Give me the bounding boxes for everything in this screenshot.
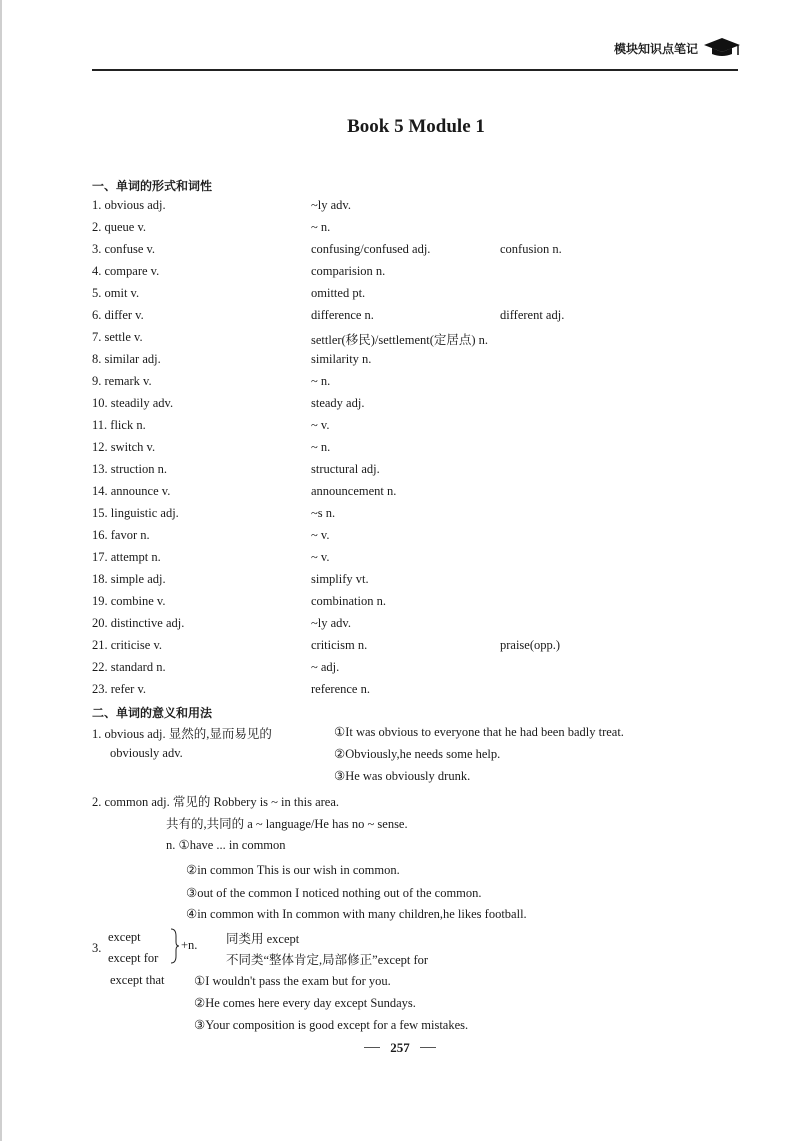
vocab-row bbox=[92, 242, 712, 264]
item3-plus-noun: +n. bbox=[181, 938, 198, 952]
section2-heading: 二、单词的意义和用法 bbox=[92, 706, 213, 720]
item1-head: 1. obvious adj. 显然的,显而易见的 bbox=[92, 727, 272, 741]
vocab-cell-2: ~ n. bbox=[311, 374, 331, 388]
vocab-cell-2: ~ n. bbox=[311, 220, 331, 234]
vocab-cell-1: 21. criticise v. bbox=[92, 638, 163, 652]
vocab-cell-1: 6. differ v. bbox=[92, 308, 144, 322]
vocab-row bbox=[92, 550, 712, 572]
item3-note-1: 同类用 except bbox=[226, 932, 300, 946]
vocab-row bbox=[92, 396, 712, 418]
item2-line3: n. ①have ... in common bbox=[166, 838, 286, 852]
vocab-cell-1: 19. combine v. bbox=[92, 594, 166, 608]
item3-example-3: ③Your composition is good except for a few mistakes. bbox=[194, 1018, 469, 1032]
vocab-cell-2: ~ly adv. bbox=[311, 616, 351, 630]
vocab-cell-1: 16. favor n. bbox=[92, 528, 150, 542]
item2-line6: ④in common with In common with many children,he likes football. bbox=[186, 907, 527, 921]
page-number-dash-right bbox=[420, 1047, 436, 1048]
graduation-cap-icon bbox=[702, 36, 742, 58]
vocab-row bbox=[92, 374, 712, 396]
vocab-row bbox=[92, 484, 712, 506]
item2-line5: ③out of the common I noticed nothing out of the common. bbox=[186, 886, 482, 900]
vocab-cell-1: 23. refer v. bbox=[92, 682, 147, 696]
vocab-row bbox=[92, 506, 712, 528]
vocab-row bbox=[92, 682, 712, 704]
vocab-cell-2: comparision n. bbox=[311, 264, 386, 278]
vocab-cell-2: ~s n. bbox=[311, 506, 336, 520]
vocab-cell-2: steady adj. bbox=[311, 396, 365, 410]
item2-line4: ②in common This is our wish in common. bbox=[186, 863, 400, 877]
vocab-row bbox=[92, 286, 712, 308]
item1-example-1: ①It was obvious to everyone that he had been badly treat. bbox=[334, 725, 624, 739]
vocab-row bbox=[92, 220, 712, 242]
vocab-cell-2: criticism n. bbox=[311, 638, 368, 652]
vocab-cell-2: difference n. bbox=[311, 308, 374, 322]
vocab-row bbox=[92, 198, 712, 220]
vocab-cell-2: omitted pt. bbox=[311, 286, 366, 300]
vocab-cell-1: 3. confuse v. bbox=[92, 242, 156, 256]
vocab-cell-1: 17. attempt n. bbox=[92, 550, 161, 564]
vocab-row bbox=[92, 440, 712, 462]
vocab-cell-2: combination n. bbox=[311, 594, 386, 608]
item3-example-2: ②He comes here every day except Sundays. bbox=[194, 996, 416, 1010]
vocab-cell-2: ~ v. bbox=[311, 528, 330, 542]
vocab-cell-2: ~ v. bbox=[311, 550, 330, 564]
vocab-cell-2: structural adj. bbox=[311, 462, 380, 476]
vocab-cell-1: 8. similar adj. bbox=[92, 352, 161, 366]
vocab-cell-2: ~ly adv. bbox=[311, 198, 351, 212]
item1-example-2: ②Obviously,he needs some help. bbox=[334, 747, 501, 761]
vocab-row bbox=[92, 308, 712, 330]
vocab-cell-2: settler(移民)/settlement(定居点) n. bbox=[311, 333, 489, 347]
vocab-cell-3: confusion n. bbox=[500, 242, 562, 256]
vocab-cell-1: 4. compare v. bbox=[92, 264, 160, 278]
section1-heading: 一、单词的形式和词性 bbox=[92, 179, 213, 193]
vocab-cell-2: reference n. bbox=[311, 682, 370, 696]
vocab-cell-1: 9. remark v. bbox=[92, 374, 152, 388]
page-title: Book 5 Module 1 bbox=[347, 116, 485, 137]
vocab-row bbox=[92, 418, 712, 440]
vocab-row bbox=[92, 660, 712, 682]
vocab-cell-1: 11. flick n. bbox=[92, 418, 146, 432]
vocab-cell-2: similarity n. bbox=[311, 352, 372, 366]
vocab-row bbox=[92, 616, 712, 638]
vocab-cell-1: 5. omit v. bbox=[92, 286, 140, 300]
vocab-cell-1: 2. queue v. bbox=[92, 220, 147, 234]
vocab-cell-1: 18. simple adj. bbox=[92, 572, 166, 586]
vocab-cell-2: ~ v. bbox=[311, 418, 330, 432]
vocab-cell-1: 15. linguistic adj. bbox=[92, 506, 179, 520]
vocab-row bbox=[92, 330, 712, 352]
vocab-cell-2: confusing/confused adj. bbox=[311, 242, 431, 256]
vocab-cell-1: 13. struction n. bbox=[92, 462, 167, 476]
vocab-cell-1: 7. settle v. bbox=[92, 330, 143, 344]
vocab-cell-2: announcement n. bbox=[311, 484, 397, 498]
item2-head: 2. common adj. 常见的 Robbery is ~ in this area. bbox=[92, 795, 340, 809]
vocab-cell-3: praise(opp.) bbox=[500, 638, 561, 652]
header-rule bbox=[92, 69, 738, 71]
brace-icon bbox=[170, 928, 179, 964]
vocab-cell-1: 14. announce v. bbox=[92, 484, 171, 498]
vocab-cell-2: simplify vt. bbox=[311, 572, 369, 586]
vocab-row bbox=[92, 352, 712, 374]
vocab-cell-2: ~ n. bbox=[311, 440, 331, 454]
vocab-cell-1: 1. obvious adj. bbox=[92, 198, 166, 212]
vocab-cell-1: 20. distinctive adj. bbox=[92, 616, 185, 630]
vocab-cell-2: ~ adj. bbox=[311, 660, 340, 674]
vocab-cell-3: different adj. bbox=[500, 308, 565, 322]
item1-example-3: ③He was obviously drunk. bbox=[334, 769, 471, 783]
left-margin-rule bbox=[0, 0, 2, 1141]
vocab-cell-1: 22. standard n. bbox=[92, 660, 166, 674]
item3-example-1: ①I wouldn't pass the exam but for you. bbox=[194, 974, 391, 988]
item3-word-except: except bbox=[108, 930, 141, 944]
item2-line2: 共有的,共同的 a ~ language/He has no ~ sense. bbox=[166, 817, 408, 831]
vocab-row bbox=[92, 594, 712, 616]
item1-sub: obviously adv. bbox=[110, 746, 183, 760]
page-number: 257 bbox=[390, 1040, 410, 1055]
vocab-row bbox=[92, 462, 712, 484]
item3-number: 3. bbox=[92, 941, 102, 955]
vocab-row bbox=[92, 638, 712, 660]
item3-word-except-for: except for bbox=[108, 951, 159, 965]
header-label: 模块知识点笔记 bbox=[614, 42, 699, 56]
vocab-row bbox=[92, 264, 712, 286]
item3-label: except that bbox=[110, 973, 165, 987]
vocab-cell-1: 12. switch v. bbox=[92, 440, 156, 454]
vocab-cell-1: 10. steadily adv. bbox=[92, 396, 174, 410]
item3-note-2: 不同类“整体肯定,局部修正”except for bbox=[226, 953, 429, 967]
vocab-row bbox=[92, 572, 712, 594]
vocab-row bbox=[92, 528, 712, 550]
